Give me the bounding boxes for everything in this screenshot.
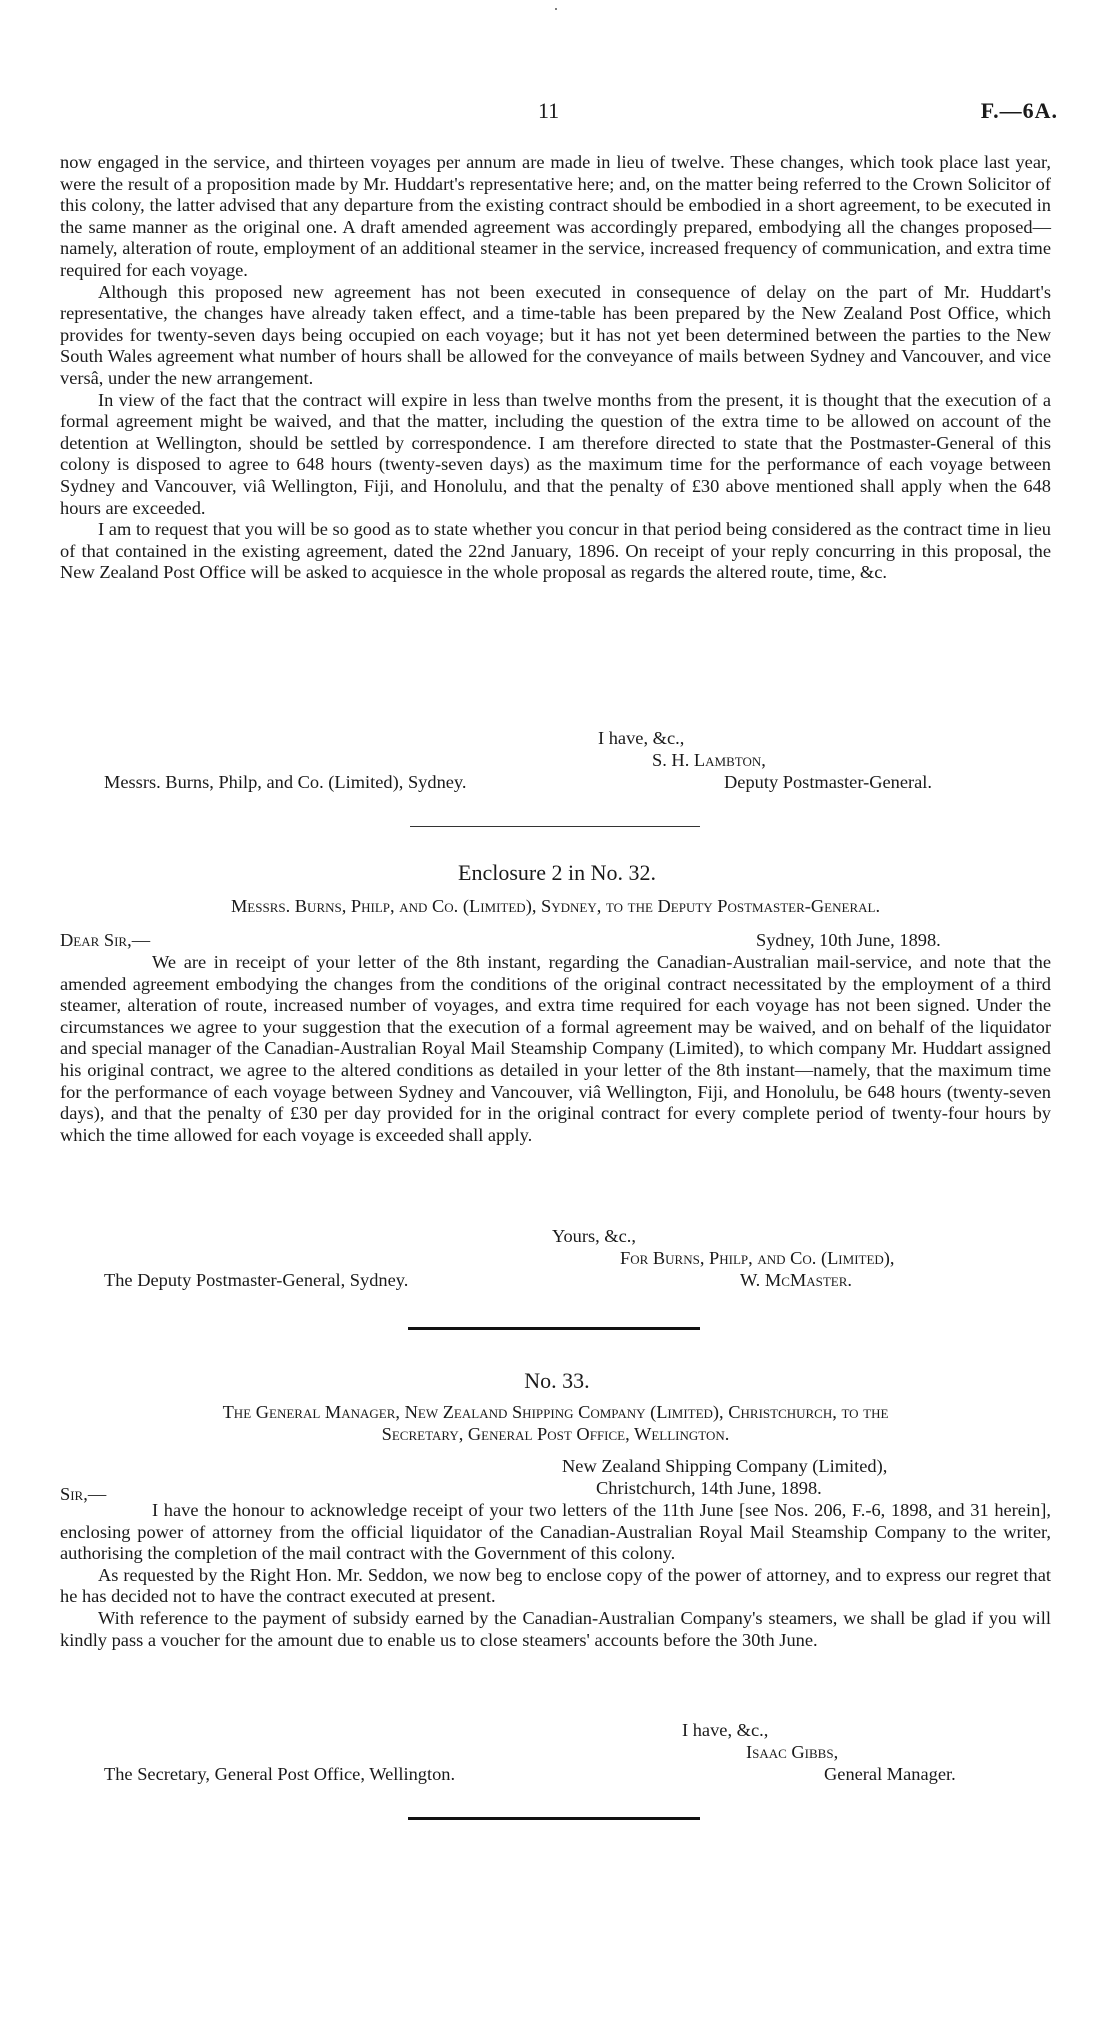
- paragraph: Although this proposed new agreement has not been executed in consequence of delay on the part of Mr. Huddart's representative, the changes have already taken effect, and a time-table has been prepared by the New Zealand Post Office, which provides for twenty-seven days being occupied on each voyage; but it has not yet been determined between the parties to the New South Wales agreement what number of hours shall be allowed for the conveyance of mails between Sydney and Vancouver, and vice versâ, under the new arrangement.: [60, 281, 1051, 388]
- letter-heading: No. 33.: [524, 1368, 590, 1393]
- letter-subheading: Secretary, General Post Office, Wellington.: [381, 1424, 730, 1444]
- sender-address: New Zealand Shipping Company (Limited),: [562, 1456, 888, 1476]
- firm-name: For Burns, Philp, and Co. (Limited),: [620, 1248, 895, 1268]
- divider: [410, 826, 700, 827]
- paragraph: With reference to the payment of subsidy earned by the Canadian-Australian Company's steamers, we shall be glad if you will kindly pass a voucher for the amount due to enable us to close steamers' accounts before the 30th June.: [60, 1607, 1051, 1650]
- enclosure-heading: Enclosure 2 in No. 32.: [458, 860, 656, 885]
- letter-date: Sydney, 10th June, 1898.: [756, 930, 941, 950]
- letter-continuation: [60, 152, 1051, 584]
- signatory: Isaac Gibbs,: [746, 1742, 839, 1762]
- addressee: The Deputy Postmaster-General, Sydney.: [104, 1270, 409, 1290]
- closing: I have, &c.,: [682, 1720, 769, 1740]
- paragraph: In view of the fact that the contract will expire in less than twelve months from the present, it is thought that the execution of a formal agreement might be waived, and that the matter, including the question of the extra time to be allowed on account of the detention at Wellington, should be settled by correspondence. I am therefore directed to state that the Postmaster-General of this colony is disposed to agree to 648 hours (twenty-seven days) as the maximum time for the performance of each voyage between Sydney and Vancouver, viâ Wellington, Fiji, and Honolulu, and that the penalty of £30 above mentioned shall apply when the 648 hours are exceeded.: [60, 389, 1051, 518]
- divider: [408, 1817, 700, 1820]
- paragraph: now engaged in the service, and thirteen voyages per annum are made in lieu of twelve. These changes, which took place last year, were the result of a proposition made by Mr. Huddart's representative here; and, on the matter being referred to the Crown Solicitor of this colony, the latter advised that any departure from the existing contract should be embodied in a short agreement, to be executed in the same manner as the original one. A draft amended agreement was accordingly prepared, embodying all the changes proposed—namely, alteration of route, employment of an additional steamer in the service, increased frequency of communication, and extra time required for each voyage.: [60, 152, 1051, 280]
- salutation: Sir,—: [60, 1484, 107, 1504]
- addressee: Messrs. Burns, Philp, and Co. (Limited), Sydney.: [104, 772, 467, 792]
- closing: Yours, &c.,: [552, 1226, 636, 1246]
- paragraph: I am to request that you will be so good as to state whether you concur in that period being considered as the contract time in lieu of that contained in the existing agreement, dated the 22nd January, 1896. On receipt of your reply concurring in this proposal, the New Zealand Post Office will be asked to acquiesce in the whole proposal as regards the altered route, time, &c.: [60, 519, 1051, 583]
- addressee: The Secretary, General Post Office, Wellington.: [104, 1764, 456, 1784]
- enclosure-subheading: Messrs. Burns, Philp, and Co. (Limited), Sydney, to the Deputy Postmaster-General.: [230, 896, 881, 916]
- letter-date: Christchurch, 14th June, 1898.: [596, 1478, 822, 1498]
- scan-dot: [555, 8, 557, 10]
- paragraph: As requested by the Right Hon. Mr. Seddon, we now beg to enclose copy of the power of attorney, and to express our regret that he has decided not to have the contract executed at present.: [60, 1564, 1051, 1607]
- salutation: Dear Sir,—: [60, 930, 151, 950]
- paragraph: I have the honour to acknowledge receipt of your two letters of the 11th June [see Nos. 206, F.-6, 1898, and 31 herein], enclosing power of attorney from the official liquidator of the Canadian-Australian Royal Mail Steamship Company to the writer, authorising the completion of the mail contract with the Government of this colony.: [60, 1500, 1051, 1564]
- divider: [408, 1327, 700, 1330]
- letter-subheading: The General Manager, New Zealand Shipping Company (Limited), Christchurch, to the: [222, 1402, 889, 1422]
- signatory: S. H. Lambton,: [652, 750, 766, 770]
- signatory: W. McMaster.: [740, 1270, 853, 1290]
- closing: I have, &c.,: [598, 728, 685, 748]
- enclosure-body: We are in receipt of your letter of the 8th instant, regarding the Canadian-Australian mail-service, and note that the amended agreement embodying the changes from the conditions of the original contract necessitated by the employment of a third steamer, alteration of route, increased number of voyages, and extra time required for each voyage has not been signed. Under the circumstances we agree to your suggestion that the execution of a formal agreement may be waived, and on behalf of the liquidator and special manager of the Canadian-Australian Royal Mail Steamship Company (Limited), to which company Mr. Huddart assigned his original contract, we agree to the altered conditions as detailed in your letter of the 8th instant—namely, that the maximum time for the performance of each voyage between Sydney and Vancouver, viâ Wellington, Fiji, and Honolulu, be 648 hours (twenty-seven days), and that the penalty of £30 per day provided for in the original contract for every complete period of twenty-four hours by which the time allowed for each voyage is exceeded shall apply.: [60, 952, 1051, 1145]
- signatory-title: General Manager.: [824, 1764, 956, 1784]
- letter-body: [60, 1500, 1051, 1651]
- signatory-title: Deputy Postmaster-General.: [724, 772, 932, 792]
- document-reference: F.—6A.: [980, 98, 1058, 123]
- page-number: 11: [538, 98, 560, 123]
